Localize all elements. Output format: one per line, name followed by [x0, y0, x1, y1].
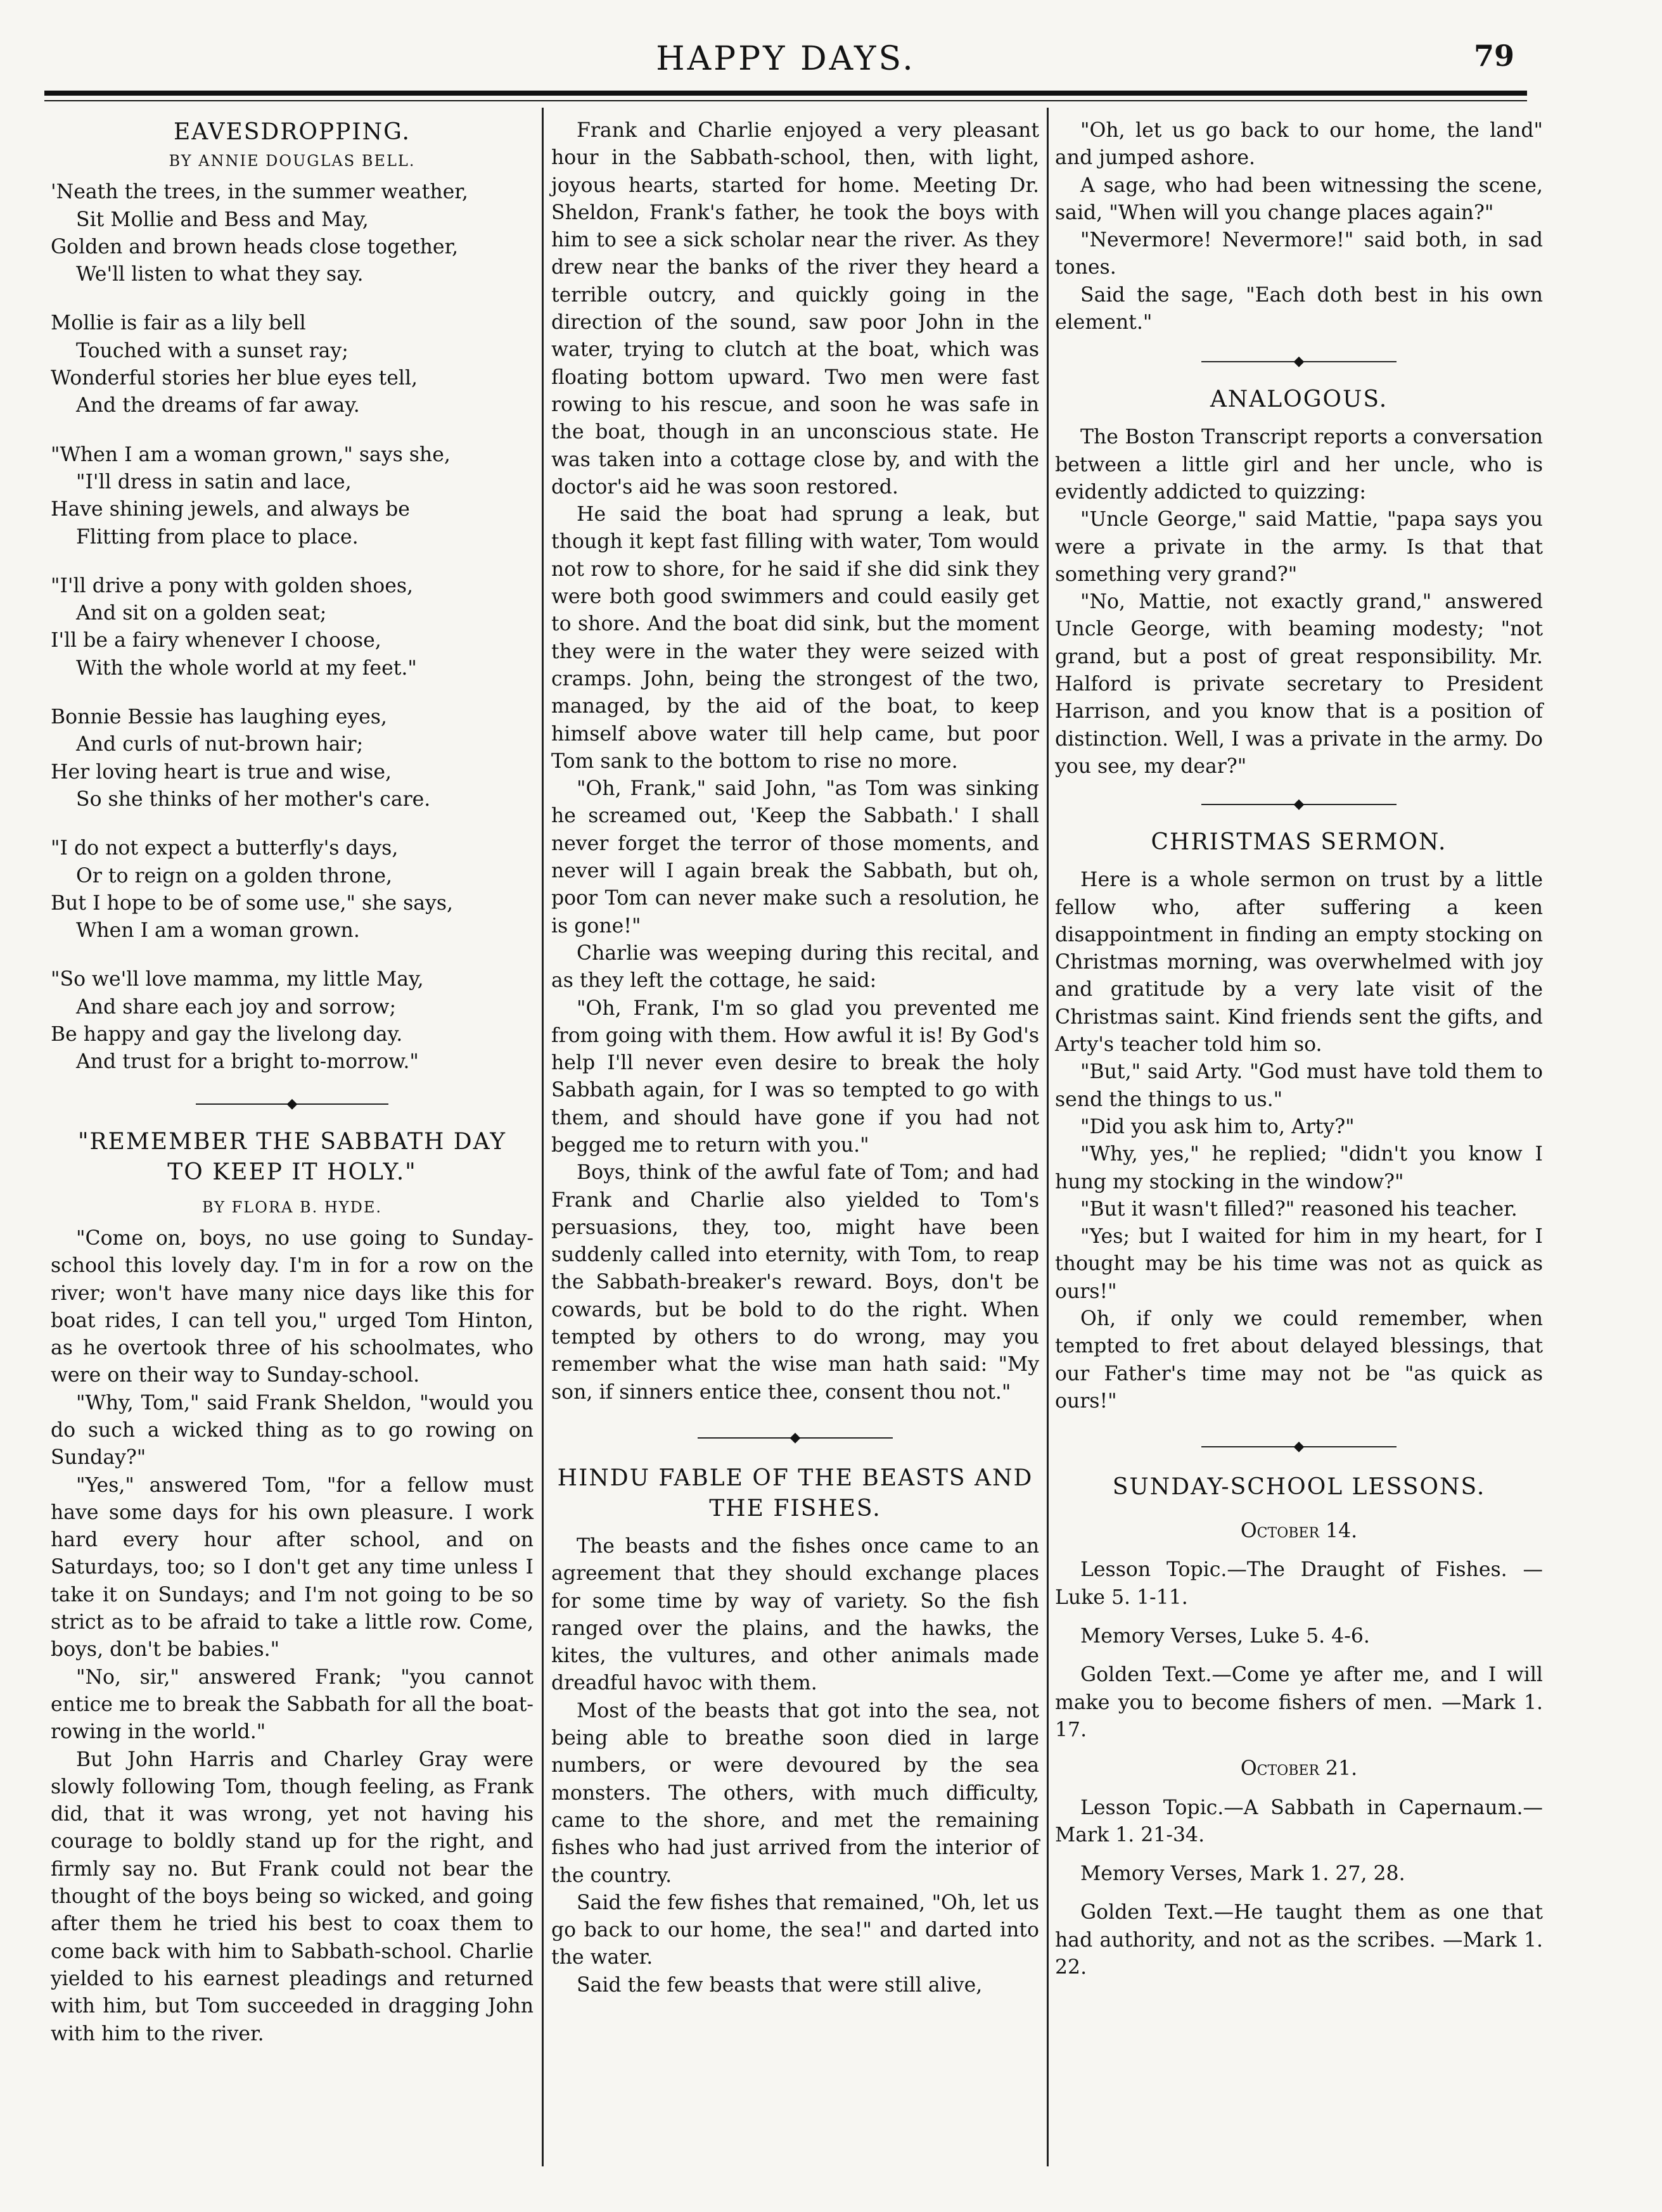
story-body	[51, 1225, 534, 2048]
poem-line: Be happy and gay the livelong day.	[51, 1023, 403, 1046]
paragraph: "Come on, boys, no use going to Sunday-school this lovely day. I'm in for a row on the river; won't have many nice days like this for boat rides, I can tell you," urged Tom Hinton, as he overtook three of his schoolmates, who were on their way to Sunday-school.	[51, 1226, 534, 1387]
poem-stanza	[51, 310, 534, 419]
paragraph: Said the few fishes that remained, "Oh, let us go back to our home, the sea!" and darted into the water.	[551, 1891, 1039, 1969]
header-rule	[44, 91, 1527, 96]
poem-line: "When I am a woman grown," says she,	[51, 443, 451, 466]
lesson-item: Memory Verses, Mark 1. 27, 28.	[1080, 1862, 1405, 1886]
poem-stanza	[51, 573, 534, 682]
poem-line: We'll listen to what they say.	[76, 263, 364, 286]
paragraph: "Oh, let us go back to our home, the land" and jumped ashore.	[1055, 119, 1543, 170]
paragraph: "But," said Arty. "God must have told them to send the things to us."	[1055, 1060, 1543, 1111]
column-divider	[1047, 108, 1049, 2166]
poem-line: Touched with a sunset ray;	[76, 339, 348, 362]
lesson-item: Memory Verses, Luke 5. 4-6.	[1080, 1625, 1370, 1648]
poem-body	[51, 179, 534, 1076]
sermon-title: CHRISTMAS SERMON.	[1151, 829, 1447, 856]
poem-line: Golden and brown heads close together,	[51, 235, 459, 258]
poem-line: Flitting from place to place.	[76, 525, 359, 549]
poem-line: And sit on a golden seat;	[76, 602, 327, 625]
analogous-body	[1055, 424, 1543, 780]
poem-line: With the whole world at my feet."	[76, 656, 417, 680]
poem-line: 'Neath the trees, in the summer weather,	[51, 181, 468, 204]
paragraph: But John Harris and Charley Gray were slowly following Tom, though feeling, as Frank did, that it was wrong, yet not having his courage to boldly stand up for the right, and firmly say no. But Frank could not bear the thought of the boys being so wicked, and going after them he tried his best to coax them to come back with him to Sabbath-school. Charlie yielded to his earnest pleadings and returned with him, but Tom succeeded in dragging John with him to the river.	[51, 1748, 534, 2045]
section-ornament	[1055, 1440, 1543, 1453]
poem-line: "I'll drive a pony with golden shoes,	[51, 574, 414, 597]
story-continued-body	[551, 117, 1039, 1406]
lesson-date: October 14.	[1240, 1520, 1358, 1543]
paragraph: "No, Mattie, not exactly grand," answered Uncle George, with beaming modesty; "not grand, but a post of great responsibility. Mr. Halford is private secretary to President Harrison, and you know that is a position of distinction. Well, I was a private in the army. Do you see, my dear?"	[1055, 590, 1543, 778]
paragraph: "Oh, Frank, I'm so glad you prevented me from going with them. How awful it is! By God's help I'll never even desire to break the holy Sabbath again, for I was so tempted to go with them, and should have gone if you had not begged me to return with you."	[551, 996, 1039, 1157]
poem-stanza	[51, 704, 534, 813]
poem-stanza	[51, 835, 534, 944]
story-title-line-2: TO KEEP IT HOLY."	[167, 1159, 417, 1185]
paragraph: He said the boat had sprung a leak, but though it kept fast filling with water, Tom would not row to shore, for he said if she did sink they were both good swimmers and could easily get to shore. And the boat did sink, but the moment they were in the water they were seized with cramps. John, being the strongest of the two, managed, by the aid of the boat, to keep himself above water till help came, but poor Tom sank to the bottom to rise no more.	[551, 503, 1039, 773]
paragraph: "No, sir," answered Frank; "you cannot entice me to break the Sabbath for all the boat-rowing in the world."	[51, 1665, 534, 1744]
sermon-body	[1055, 867, 1543, 1415]
paragraph: "Why, Tom," said Frank Sheldon, "would you do such a wicked thing as to go rowing on Sunday?"	[51, 1391, 534, 1470]
paragraph: The beasts and the fishes once came to an agreement that they should exchange places for some time by way of variety. So the fish ranged over the plains, and the hawks, the kites, the vultures, and other animals made dreadful havoc with them.	[551, 1534, 1039, 1695]
poem-line: So she thinks of her mother's care.	[76, 787, 431, 811]
lesson-item: Lesson Topic.—A Sabbath in Capernaum.—Mark 1. 21-34.	[1055, 1796, 1543, 1847]
fable-title-line-2: THE FISHES.	[709, 1495, 881, 1522]
paragraph: Charlie was weeping during this recital, and as they left the cottage, he said:	[551, 941, 1039, 993]
story-byline: BY FLORA B. HYDE.	[201, 1198, 383, 1216]
paragraph: "Why, yes," he replied; "didn't you know I hung my stocking in the window?"	[1055, 1143, 1543, 1193]
poem-stanza	[51, 966, 534, 1076]
poem-line: And share each joy and sorrow;	[76, 995, 397, 1019]
poem-line: Have shining jewels, and always be	[51, 498, 410, 521]
paragraph: Boys, think of the awful fate of Tom; and had Frank and Charlie also yielded to Tom's persuasions, they, too, might have been suddenly called into eternity, with Tom, to reap the Sabbath-breaker's reward. Boys, don't be cowards, but be bold to do the right. When tempted by others to do wrong, may you remember what the wise man hath said: "My son, if sinners entice thee, consent thou not."	[551, 1161, 1039, 1404]
poem-line: I'll be a fairy whenever I choose,	[51, 629, 381, 652]
page-number: 79	[1473, 39, 1514, 73]
poem-line: Mollie is fair as a lily bell	[51, 312, 306, 335]
paragraph: Said the few beasts that were still alive,	[577, 1973, 983, 1997]
paragraph: A sage, who had been witnessing the scene, said, "When will you change places again?"	[1055, 174, 1543, 224]
poem-line: Bonnie Bessie has laughing eyes,	[51, 706, 387, 729]
poem-stanza	[51, 179, 534, 288]
lesson-item: Golden Text.—Come ye after me, and I will make you to become fishers of men. —Mark 1. 17.	[1055, 1663, 1543, 1741]
paragraph: Most of the beasts that got into the sea, not being able to breathe soon died in large numbers, or were devoured by the sea monsters. The others, with much difficulty, came to the shore, and met the remaining fishes who had just arrived from the interior of the country.	[551, 1699, 1039, 1887]
paragraph: Oh, if only we could remember, when tempted to fret about delayed blessings, that our Father's time may not be "as quick as ours!"	[1055, 1307, 1543, 1413]
poem-line: And trust for a bright to-morrow."	[76, 1050, 419, 1074]
page-header	[44, 29, 1527, 98]
column-divider	[542, 108, 544, 2166]
paragraph: Frank and Charlie enjoyed a very pleasant hour in the Sabbath-school, then, with light, joyous hearts, started for home. Meeting Dr. Sheldon, Frank's father, he took the boys with him to see a sick scholar near the river. As they drew near the banks of the river they heard a terrible outcry, and quickly going in the direction of the sound, saw poor John in the water, trying to clutch at the boat, which was floating bottom upward. Two men were fast rowing to his rescue, and soon he was safe in the boat, though in an unconscious state. He was taken into a cottage close by, and with the doctor's aid he was soon restored.	[551, 119, 1039, 499]
paragraph: "Uncle George," said Mattie, "papa says you were a private in the army. Is that that something very grand?"	[1055, 508, 1543, 586]
poem-stanza	[51, 442, 534, 551]
poem-line: "So we'll love mamma, my little May,	[51, 968, 424, 991]
paragraph: Here is a whole sermon on trust by a little fellow who, after suffering a keen disappointment in finding an empty stocking on Christmas morning, was overwhelmed with joy and gratitude by a very late visit of the Christmas saint. Kind friends sent the gifts, and Arty's teacher told him so.	[1055, 868, 1543, 1057]
lesson-item: Golden Text.—He taught them as one that had authority, and not as the scribes. —Mark 1. 22.	[1055, 1901, 1543, 1980]
fable-continued-body	[1055, 117, 1543, 336]
lessons-week-1	[1055, 1556, 1543, 1744]
header-rule-thin	[44, 100, 1527, 101]
poem-line: Sit Mollie and Bess and May,	[76, 208, 369, 231]
poem-line: But I hope to be of some use," she says,	[51, 891, 454, 915]
section-ornament	[51, 1098, 534, 1110]
poem-line: When I am a woman grown.	[76, 919, 360, 943]
section-ornament	[1055, 798, 1543, 811]
lessons-title: SUNDAY-SCHOOL LESSONS.	[1112, 1474, 1486, 1501]
paragraph: "Nevermore! Nevermore!" said both, in sad tones.	[1055, 229, 1543, 279]
paragraph: The Boston Transcript reports a conversation between a little girl and her uncle, who is evidently addicted to quizzing:	[1055, 426, 1543, 504]
paragraph: "But it wasn't filled?" reasoned his teacher.	[1080, 1197, 1518, 1221]
poem-line: "I'll dress in satin and lace,	[76, 470, 352, 493]
story-title-line-1: "REMEMBER THE SABBATH DAY	[78, 1128, 506, 1155]
poem-line: And curls of nut-brown hair;	[76, 733, 364, 756]
paragraph: "Did you ask him to, Arty?"	[1080, 1115, 1355, 1138]
analogous-title: ANALOGOUS.	[1210, 386, 1388, 413]
column-middle	[551, 117, 1039, 1999]
paragraph: "Oh, Frank," said John, "as Tom was sinking he screamed out, 'Keep the Sabbath.' I shall never forget the terror of those moments, and never will I again break the Sabbath, but oh, poor Tom can never make such a resolution, he is gone!"	[551, 777, 1039, 938]
poem-title: EAVESDROPPING.	[174, 119, 411, 145]
poem-line: Or to reign on a golden throne,	[76, 864, 393, 887]
lessons-week-2	[1055, 1795, 1543, 1982]
lesson-date: October 21.	[1240, 1757, 1358, 1781]
poem-line: Her loving heart is true and wise,	[51, 760, 392, 784]
poem-byline: BY ANNIE DOUGLAS BELL.	[169, 152, 416, 170]
column-right	[1055, 117, 1543, 1993]
paragraph: "Yes; but I waited for him in my heart, for I thought may be his time was not as quick as ours!"	[1055, 1225, 1543, 1303]
poem-line: Wonderful stories her blue eyes tell,	[51, 367, 418, 390]
section-ornament	[551, 1432, 1039, 1444]
paragraph: "Yes," answered Tom, "for a fellow must have some days for his own pleasure. I work hard every hour after school, and on Saturdays, too; so I don't get any time unless I take it on Sundays; and I'm not going to be so strict as to be afraid to take a little row. Come, boys, don't be babies."	[51, 1473, 534, 1662]
paragraph: Said the sage, "Each doth best in his own element."	[1055, 283, 1543, 334]
fable-body	[551, 1533, 1039, 1999]
fable-title-line-1: HINDU FABLE OF THE BEASTS AND	[557, 1465, 1033, 1491]
running-title: HAPPY DAYS.	[656, 40, 916, 78]
column-left	[51, 117, 534, 2048]
lesson-item: Lesson Topic.—The Draught of Fishes. —Luke 5. 1-11.	[1055, 1558, 1543, 1609]
section-ornament	[1055, 355, 1543, 368]
poem-line: "I do not expect a butterfly's days,	[51, 837, 399, 860]
poem-line: And the dreams of far away.	[76, 394, 360, 417]
